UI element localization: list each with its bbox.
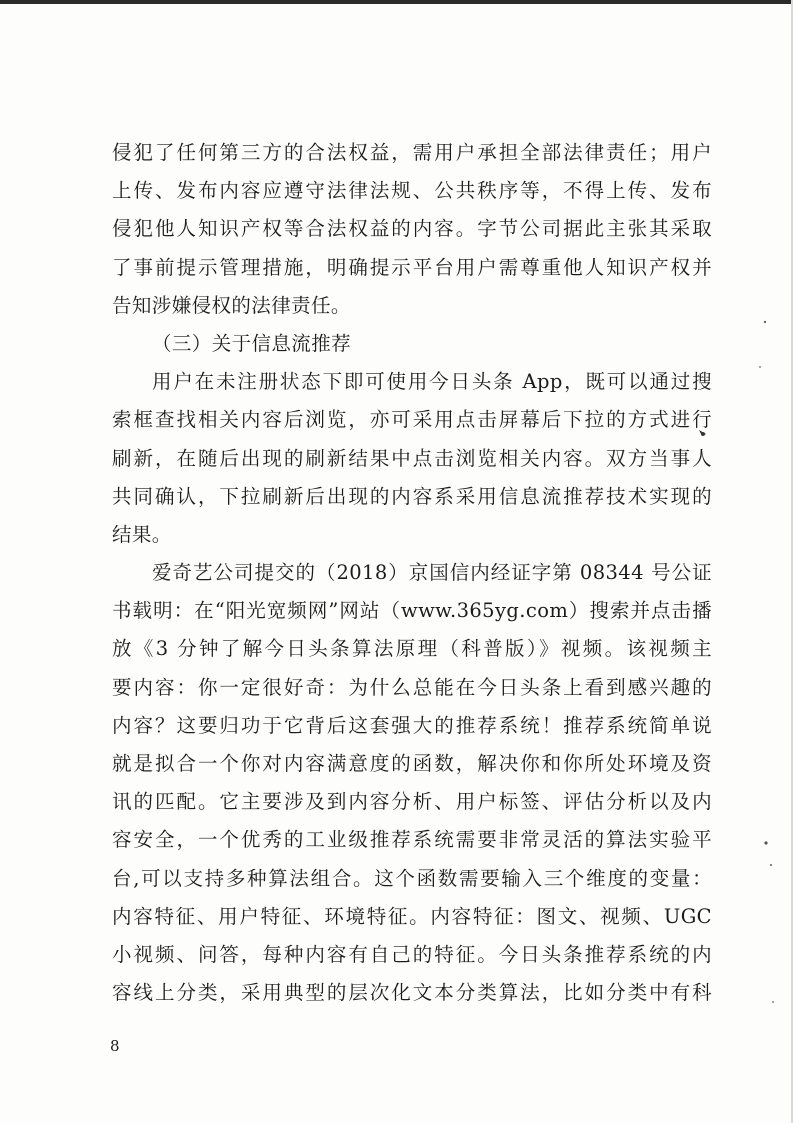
text-line: 台,可以支持多种算法组合。这个函数需要输入三个维度的变量： (112, 866, 712, 890)
text-line: 放《3 分钟了解今日头条算法原理（科普版）》视频。该视频主 (112, 637, 712, 661)
text-line: （三）关于信息流推荐 (152, 331, 352, 355)
text-line: 讯的匹配。它主要涉及到内容分析、用户标签、评估分析以及内 (112, 790, 712, 814)
text-line: 告知涉嫌侵权的法律责任。 (112, 293, 351, 317)
text-line: 侵犯他人知识产权等合法权益的内容。字节公司据此主张其采取 (112, 217, 712, 241)
text-line: 容安全，一个优秀的工业级推荐系统需要非常灵活的算法实验平 (112, 828, 712, 852)
body-text (112, 134, 712, 1012)
text-line: 上传、发布内容应遵守法律法规、公共秩序等，不得上传、发布 (112, 179, 712, 203)
text-line: 爱奇艺公司提交的（2018）京国信内经证字第 08344 号公证 (152, 561, 712, 585)
text-line: 就是拟合一个你对内容满意度的函数，解决你和你所处环境及资 (112, 752, 712, 775)
text-line: 了事前提示管理措施，明确提示平台用户需尊重他人知识产权并 (112, 255, 712, 279)
text-line: 书载明：在“阳光宽频网”网站（www.365yg.com）搜索并点击播 (112, 599, 712, 623)
text-line: 共同确认，下拉刷新后出现的内容系采用信息流推荐技术实现的 (112, 484, 712, 508)
text-line: 刷新，在随后出现的刷新结果中点击浏览相关内容。双方当事人 (112, 446, 712, 470)
page-number: 8 (110, 1037, 120, 1055)
text-line: 结果。 (112, 522, 172, 546)
text-line: 侵犯了任何第三方的合法权益，需用户承担全部法律责任；用户 (112, 141, 712, 164)
text-line: 内容特征、用户特征、环境特征。内容特征：图文、视频、UGC (112, 904, 712, 928)
text-line: 要内容：你一定很好奇：为什么总能在今日头条上看到感兴趣的 (112, 675, 712, 699)
text-line: 小视频、问答，每种内容有自己的特征。今日头条推荐系统的内 (112, 942, 712, 966)
text-line: 内容？这要归功于它背后这套强大的推荐系统！推荐系统简单说 (112, 713, 712, 737)
text-line: 容线上分类，采用典型的层次化文本分类算法，比如分类中有科 (112, 981, 712, 1005)
text-line: 用户在未注册状态下即可使用今日头条 App，既可以通过搜 (152, 370, 712, 394)
text-line: 索框查找相关内容后浏览，亦可采用点击屏幕后下拉的方式进行 (112, 408, 712, 432)
